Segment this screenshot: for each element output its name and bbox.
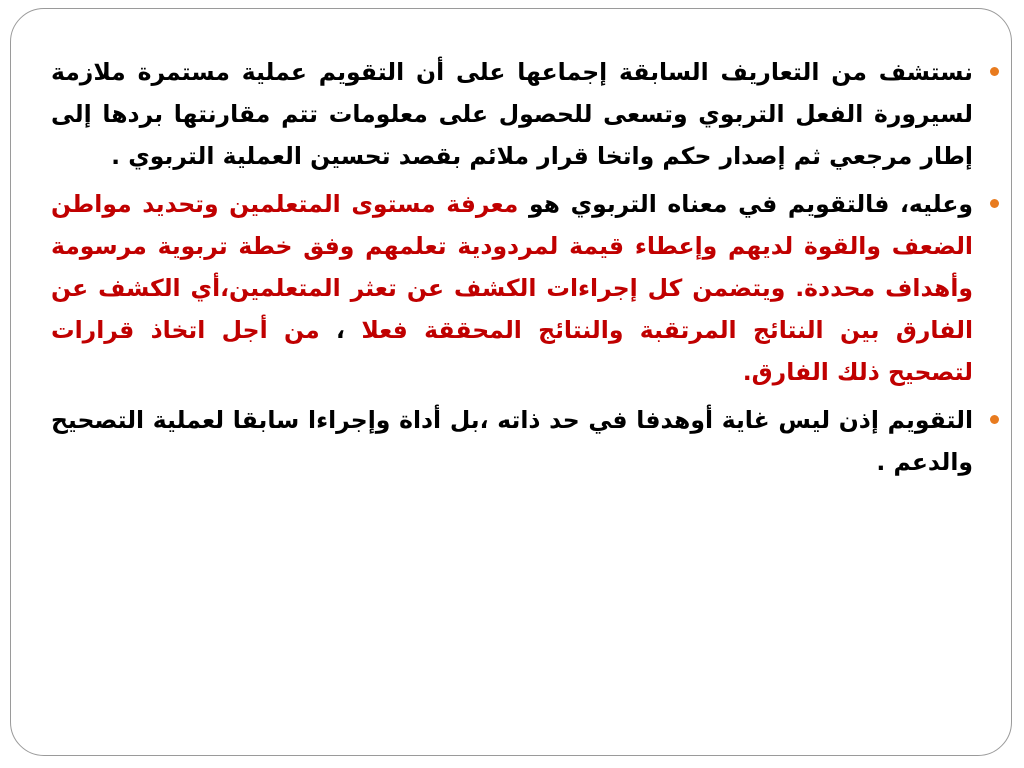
slide-frame — [10, 8, 1012, 756]
bullet-2-highlight-2: من أجل اتخاذ قرارات لتصحيح ذلك الفارق. — [51, 316, 973, 386]
bullet-2-highlight-1: معرفة مستوى المتعلمين وتحديد مواطن الضعف والقوة لديهم وإعطاء قيمة لمردودية تعلمهم وفق خطة تربوية مرسومة وأهداف محددة. ويتضمن كل إجراءات الكشف عن تعثر المتعلمين،أي الكشف عن الفارق بين النتائج المرتقبة والنتائج المحققة فعلا — [51, 190, 974, 344]
bullet-dot-icon — [990, 415, 999, 424]
bullet-2-separator: ، — [336, 316, 345, 344]
bullet-2-intro: وعليه، فالتقويم في معناه التربوي هو — [528, 190, 973, 218]
bullet-1-text: نستشف من التعاريف السابقة إجماعها على أن التقويم عملية مستمرة ملازمة لسيرورة الفعل التربوي وتسعى للحصول على معلومات تتم مقارنتها بردها إلى إطار مرجعي ثم إصدار حكم واتخا قرار ملائم بقصد تحسين العملية التربوي . — [51, 58, 973, 170]
bullet-item-2 — [51, 183, 1003, 393]
bullet-item-3 — [51, 399, 1003, 483]
bullet-3-text: التقويم إذن ليس غاية أوهدفا في حد ذاته ،بل أداة وإجراءا سابقا لعملية التصحيح والدعم . — [51, 406, 973, 476]
bullet-item-1 — [51, 51, 1003, 177]
bullet-dot-icon — [990, 67, 999, 76]
slide-content — [51, 51, 1003, 489]
bullet-dot-icon — [990, 199, 999, 208]
